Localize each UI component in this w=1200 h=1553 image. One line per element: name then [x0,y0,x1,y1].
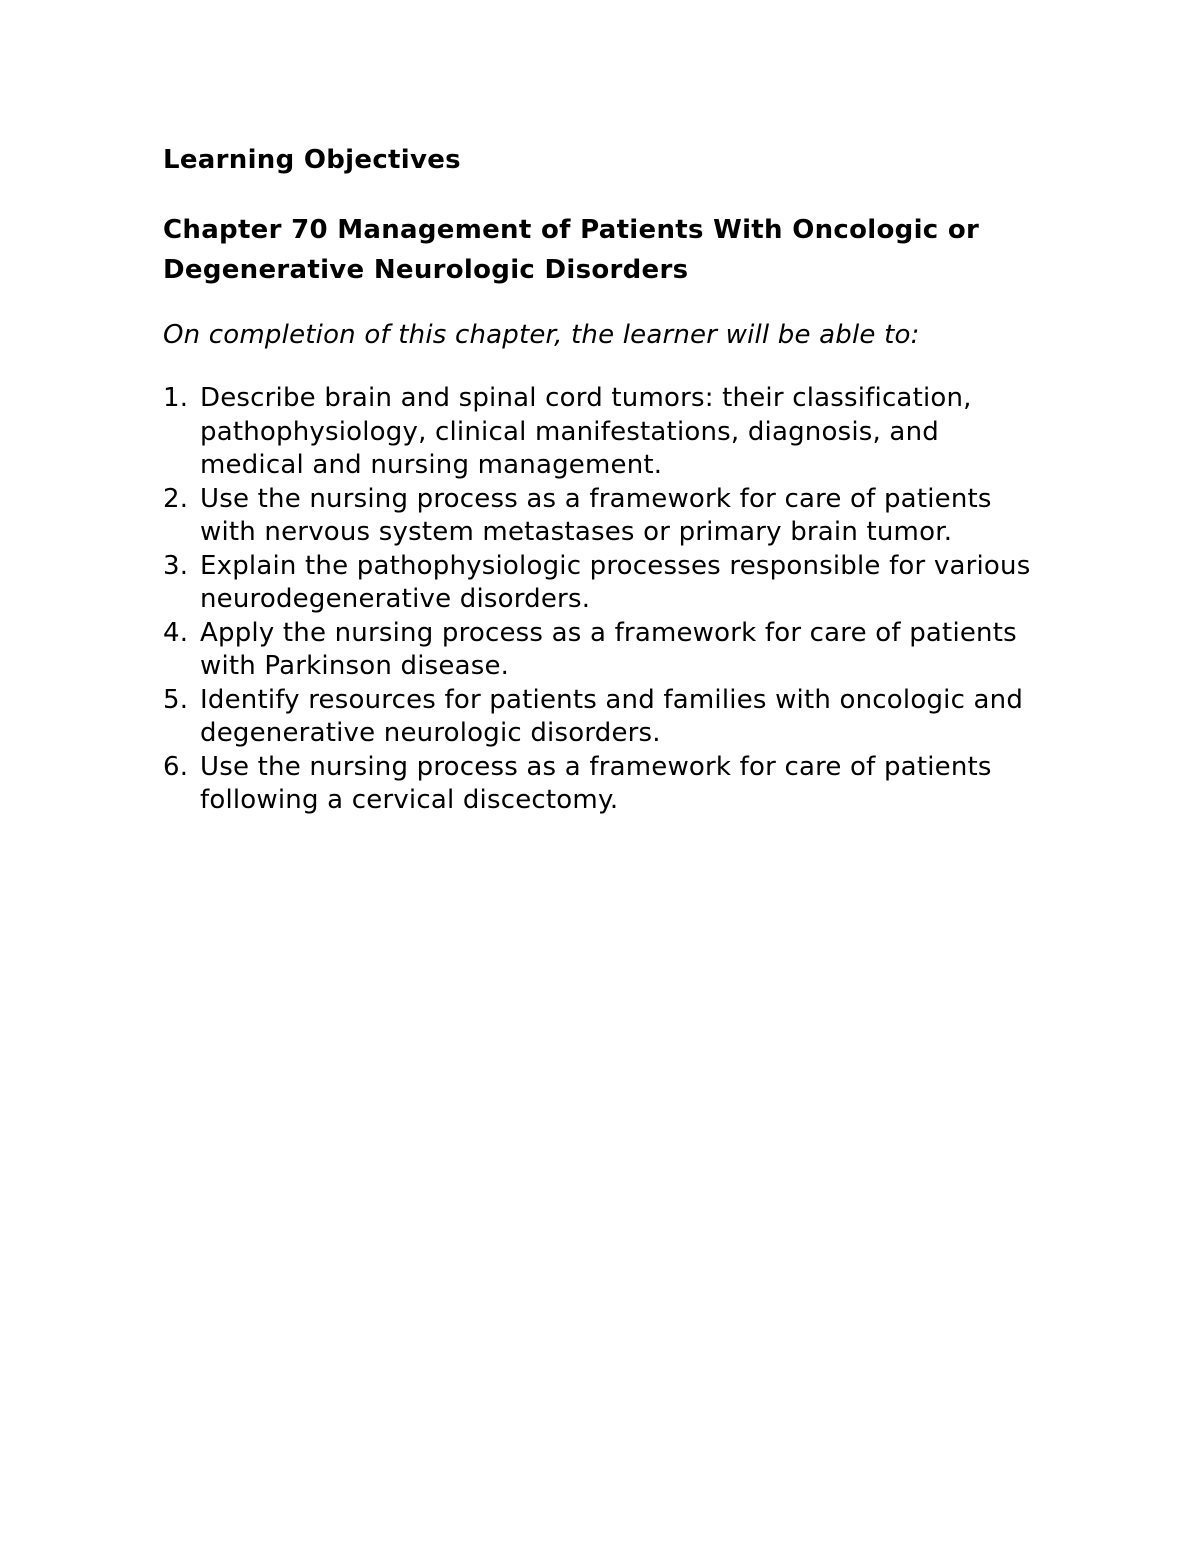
objective-item [163,751,1043,818]
objective-item [163,684,1043,751]
objective-number: 2. [163,483,189,514]
objective-number: 5. [163,684,189,715]
page-heading: Learning Objectives [163,145,461,175]
objective-item [163,483,1043,550]
objective-text: Identify resources for patients and families with oncologic and degenerative neurologic disorders. [200,684,1024,748]
objective-number: 4. [163,617,189,648]
objective-text: Use the nursing process as a framework for care of patients with nervous system metastases or primary brain tumor. [200,483,992,547]
document-content [163,140,1043,818]
intro-text: On completion of this chapter, the learner will be able to: [163,320,920,350]
objective-text: Explain the pathophysiologic processes responsible for various neurodegenerative disorders. [200,550,1031,614]
chapter-title: Chapter 70 Management of Patients With Oncologic or Degenerative Neurologic Disorders [163,215,980,285]
objective-item [163,550,1043,617]
objectives-list [163,382,1043,818]
objective-text: Describe brain and spinal cord tumors: their classification, pathophysiology, clinical manifestations, diagnosis, and medical and nursing management. [200,383,972,480]
objective-number: 3. [163,550,189,581]
objective-number: 1. [163,383,189,413]
objective-item [163,617,1043,684]
objective-text: Use the nursing process as a framework for care of patients following a cervical discectomy. [200,751,992,815]
objective-text: Apply the nursing process as a framework for care of patients with Parkinson disease. [200,617,1017,681]
objective-item [163,382,1043,483]
objective-number: 6. [163,751,189,782]
